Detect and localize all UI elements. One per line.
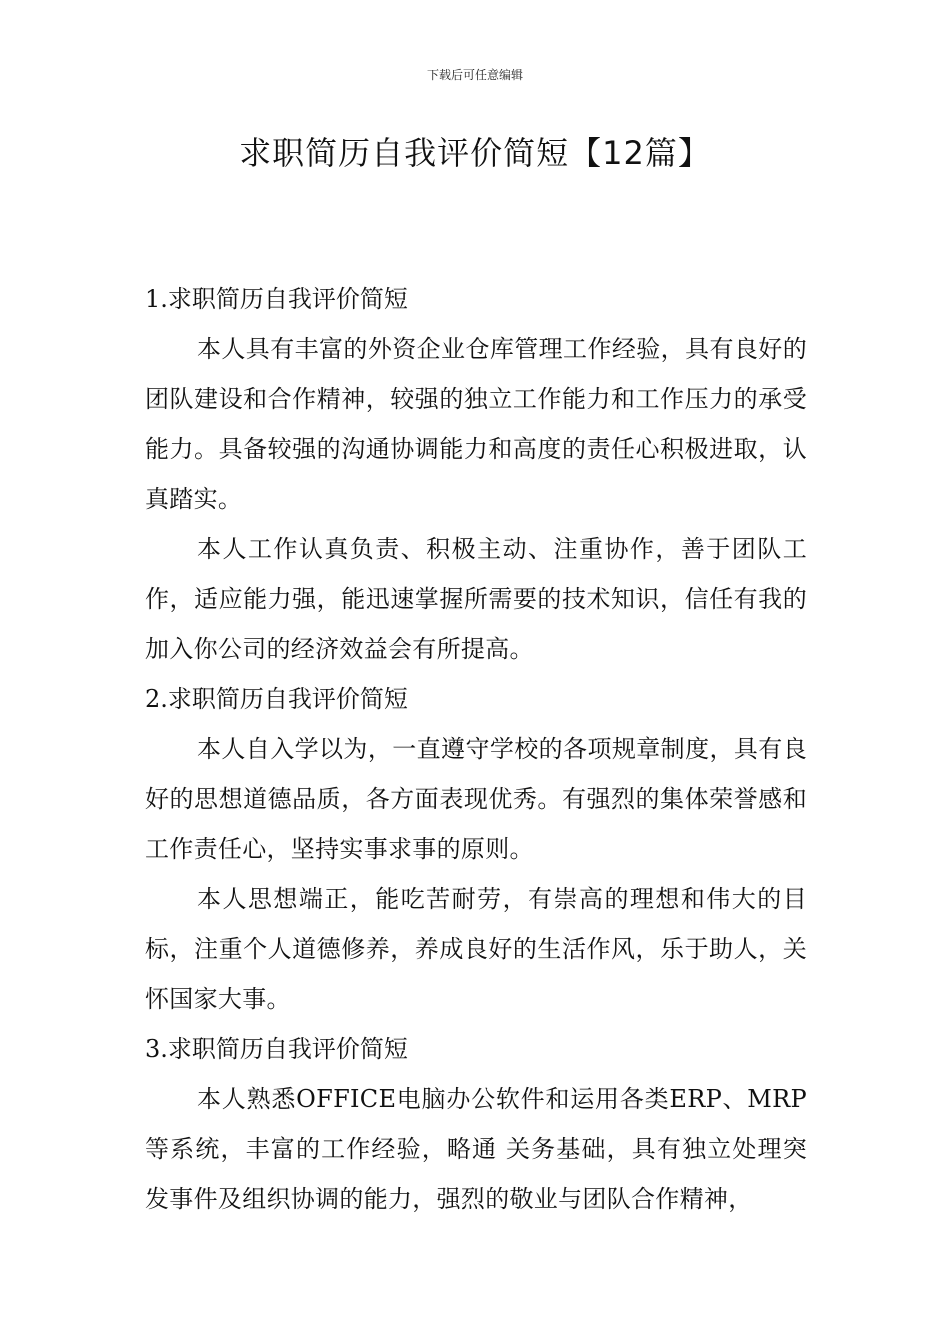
section-1 (145, 274, 807, 674)
document-title: 求职简历自我评价简短【12篇】 (239, 134, 711, 172)
section-heading: 2.求职简历自我评价简短 (145, 685, 408, 713)
paragraph: 本人思想端正，能吃苦耐劳，有崇高的理想和伟大的目标，注重个人道德修养，养成良好的生活作风，乐于助人，关怀国家大事。 (145, 885, 807, 1013)
paragraph: 本人具有丰富的外资企业仓库管理工作经验，具有良好的团队建设和合作精神，较强的独立工作能力和工作压力的承受能力。具备较强的沟通协调能力和高度的责任心积极进取，认真踏实。 (145, 335, 807, 513)
section-3 (145, 1024, 807, 1224)
section-heading: 1.求职简历自我评价简短 (145, 285, 408, 313)
document-body (145, 274, 807, 1224)
paragraph: 本人熟悉OFFICE电脑办公软件和运用各类ERP、MRP等系统，丰富的工作经验，略通 关务基础，具有独立处理突发事件及组织协调的能力，强烈的敬业与团队合作精神， (145, 1085, 807, 1213)
section-heading: 3.求职简历自我评价简短 (145, 1035, 408, 1063)
section-2 (145, 674, 807, 1024)
header-note: 下载后可任意编辑 (426, 68, 523, 82)
paragraph: 本人自入学以为，一直遵守学校的各项规章制度，具有良好的思想道德品质，各方面表现优秀。有强烈的集体荣誉感和工作责任心，坚持实事求事的原则。 (145, 735, 807, 863)
paragraph: 本人工作认真负责、积极主动、注重协作，善于团队工作，适应能力强，能迅速掌握所需要的技术知识，信任有我的加入你公司的经济效益会有所提高。 (145, 535, 807, 663)
